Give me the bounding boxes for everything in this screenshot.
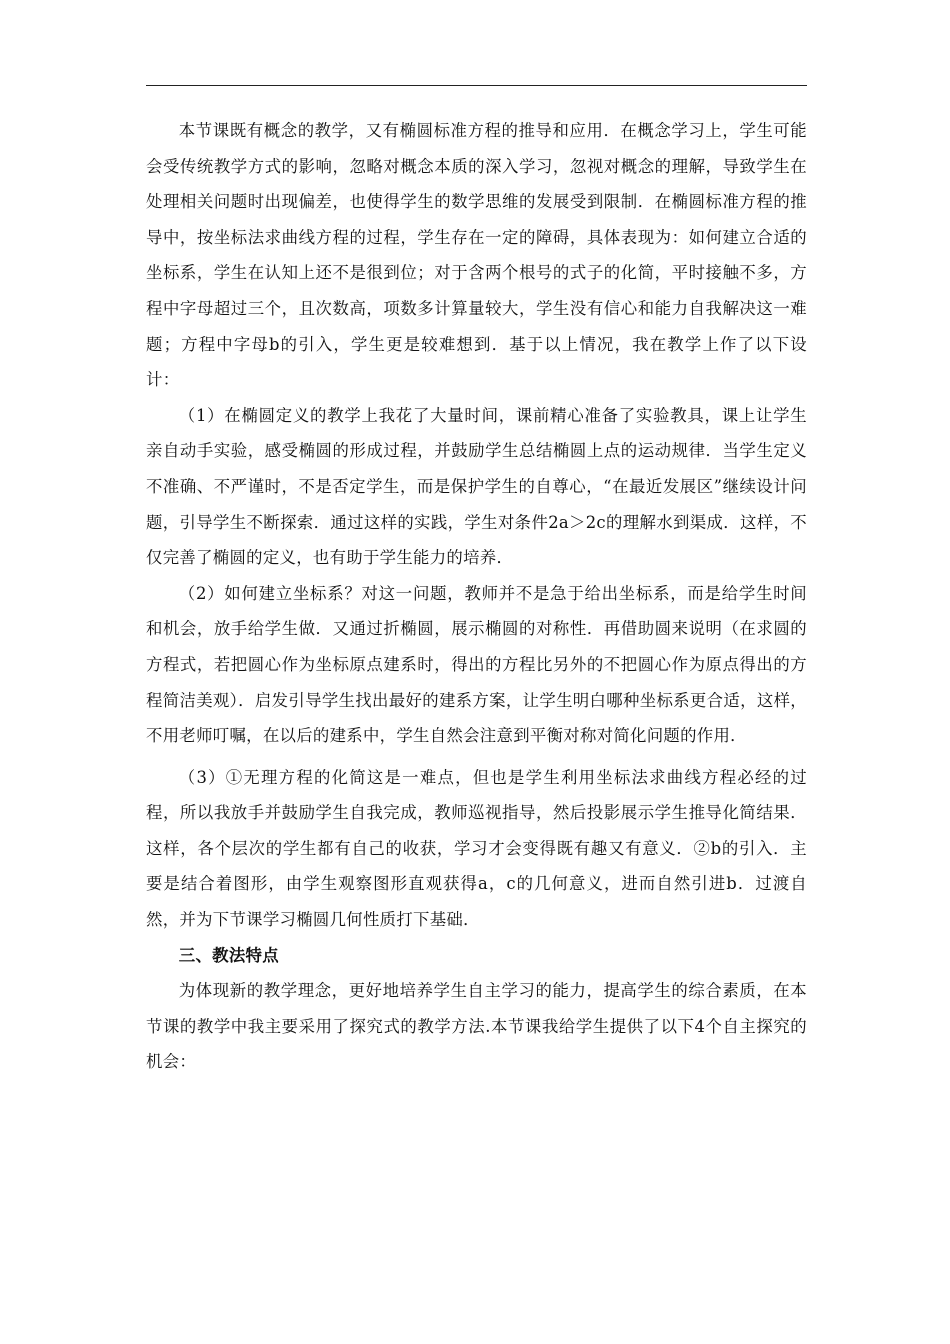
section-heading: 三、教法特点: [178, 945, 279, 965]
paragraph-design-1: （1）在椭圆定义的教学上我花了大量时间，课前精心准备了实验教具，课上让学生亲自动手实验，感受椭圆的形成过程，并鼓励学生总结椭圆上点的运动规律．当学生定义不准确、不严谨时，不是否定学生，而是保护学生的自尊心，“在最近发展区”继续设计问题，引导学生不断探索．通过这样的实践，学生对条件2a＞2c的理解水到渠成．这样，不仅完善了椭圆的定义，也有助于学生能力的培养．: [146, 405, 807, 568]
paragraph-design-3: （3）①无理方程的化简这是一难点，但也是学生利用坐标法求曲线方程必经的过程，所以我放手并鼓励学生自我完成，教师巡视指导，然后投影展示学生推导化简结果．这样，各个层次的学生都有自己的收获，学习才会变得既有趣又有意义．②b的引入．主要是结合着图形，由学生观察图形直观获得a，c的几何意义，进而自然引进b．过渡自然，并为下节课学习椭圆几何性质打下基础．: [146, 767, 807, 930]
header-rule: [146, 85, 807, 86]
paragraph-intro: 本节课既有概念的教学，又有椭圆标准方程的推导和应用．在概念学习上，学生可能会受传统教学方式的影响，忽略对概念本质的深入学习，忽视对概念的理解，导致学生在处理相关问题时出现偏差，也使得学生的数学思维的发展受到限制．在椭圆标准方程的推导中，按坐标法求曲线方程的过程，学生存在一定的障碍，具体表现为：如何建立合适的坐标系，学生在认知上还不是很到位；对于含两个根号的式子的化简，平时接触不多，方程中字母超过三个，且次数高，项数多计算量较大，学生没有信心和能力自我解决这一难题；方程中字母b的引入，学生更是较难想到．基于以上情况，我在教学上作了以下设计：: [146, 121, 807, 390]
paragraph-closing: 为体现新的教学理念，更好地培养学生自主学习的能力，提高学生的综合素质，在本节课的教学中我主要采用了探究式的教学方法.本节课我给学生提供了以下4个自主探究的机会：: [146, 981, 807, 1072]
paragraph-design-2: （2）如何建立坐标系？对这一问题，教师并不是急于给出坐标系，而是给学生时间和机会，放手给学生做．又通过折椭圆，展示椭圆的对称性．再借助圆来说明（在求圆的方程式，若把圆心作为坐标原点建系时，得出的方程比另外的不把圆心作为原点得出的方程简洁美观）．启发引导学生找出最好的建系方案，让学生明白哪种坐标系更合适，这样，不用老师叮嘱，在以后的建系中，学生自然会注意到平衡对称对简化问题的作用．: [146, 583, 807, 746]
document-body: [146, 113, 807, 1080]
